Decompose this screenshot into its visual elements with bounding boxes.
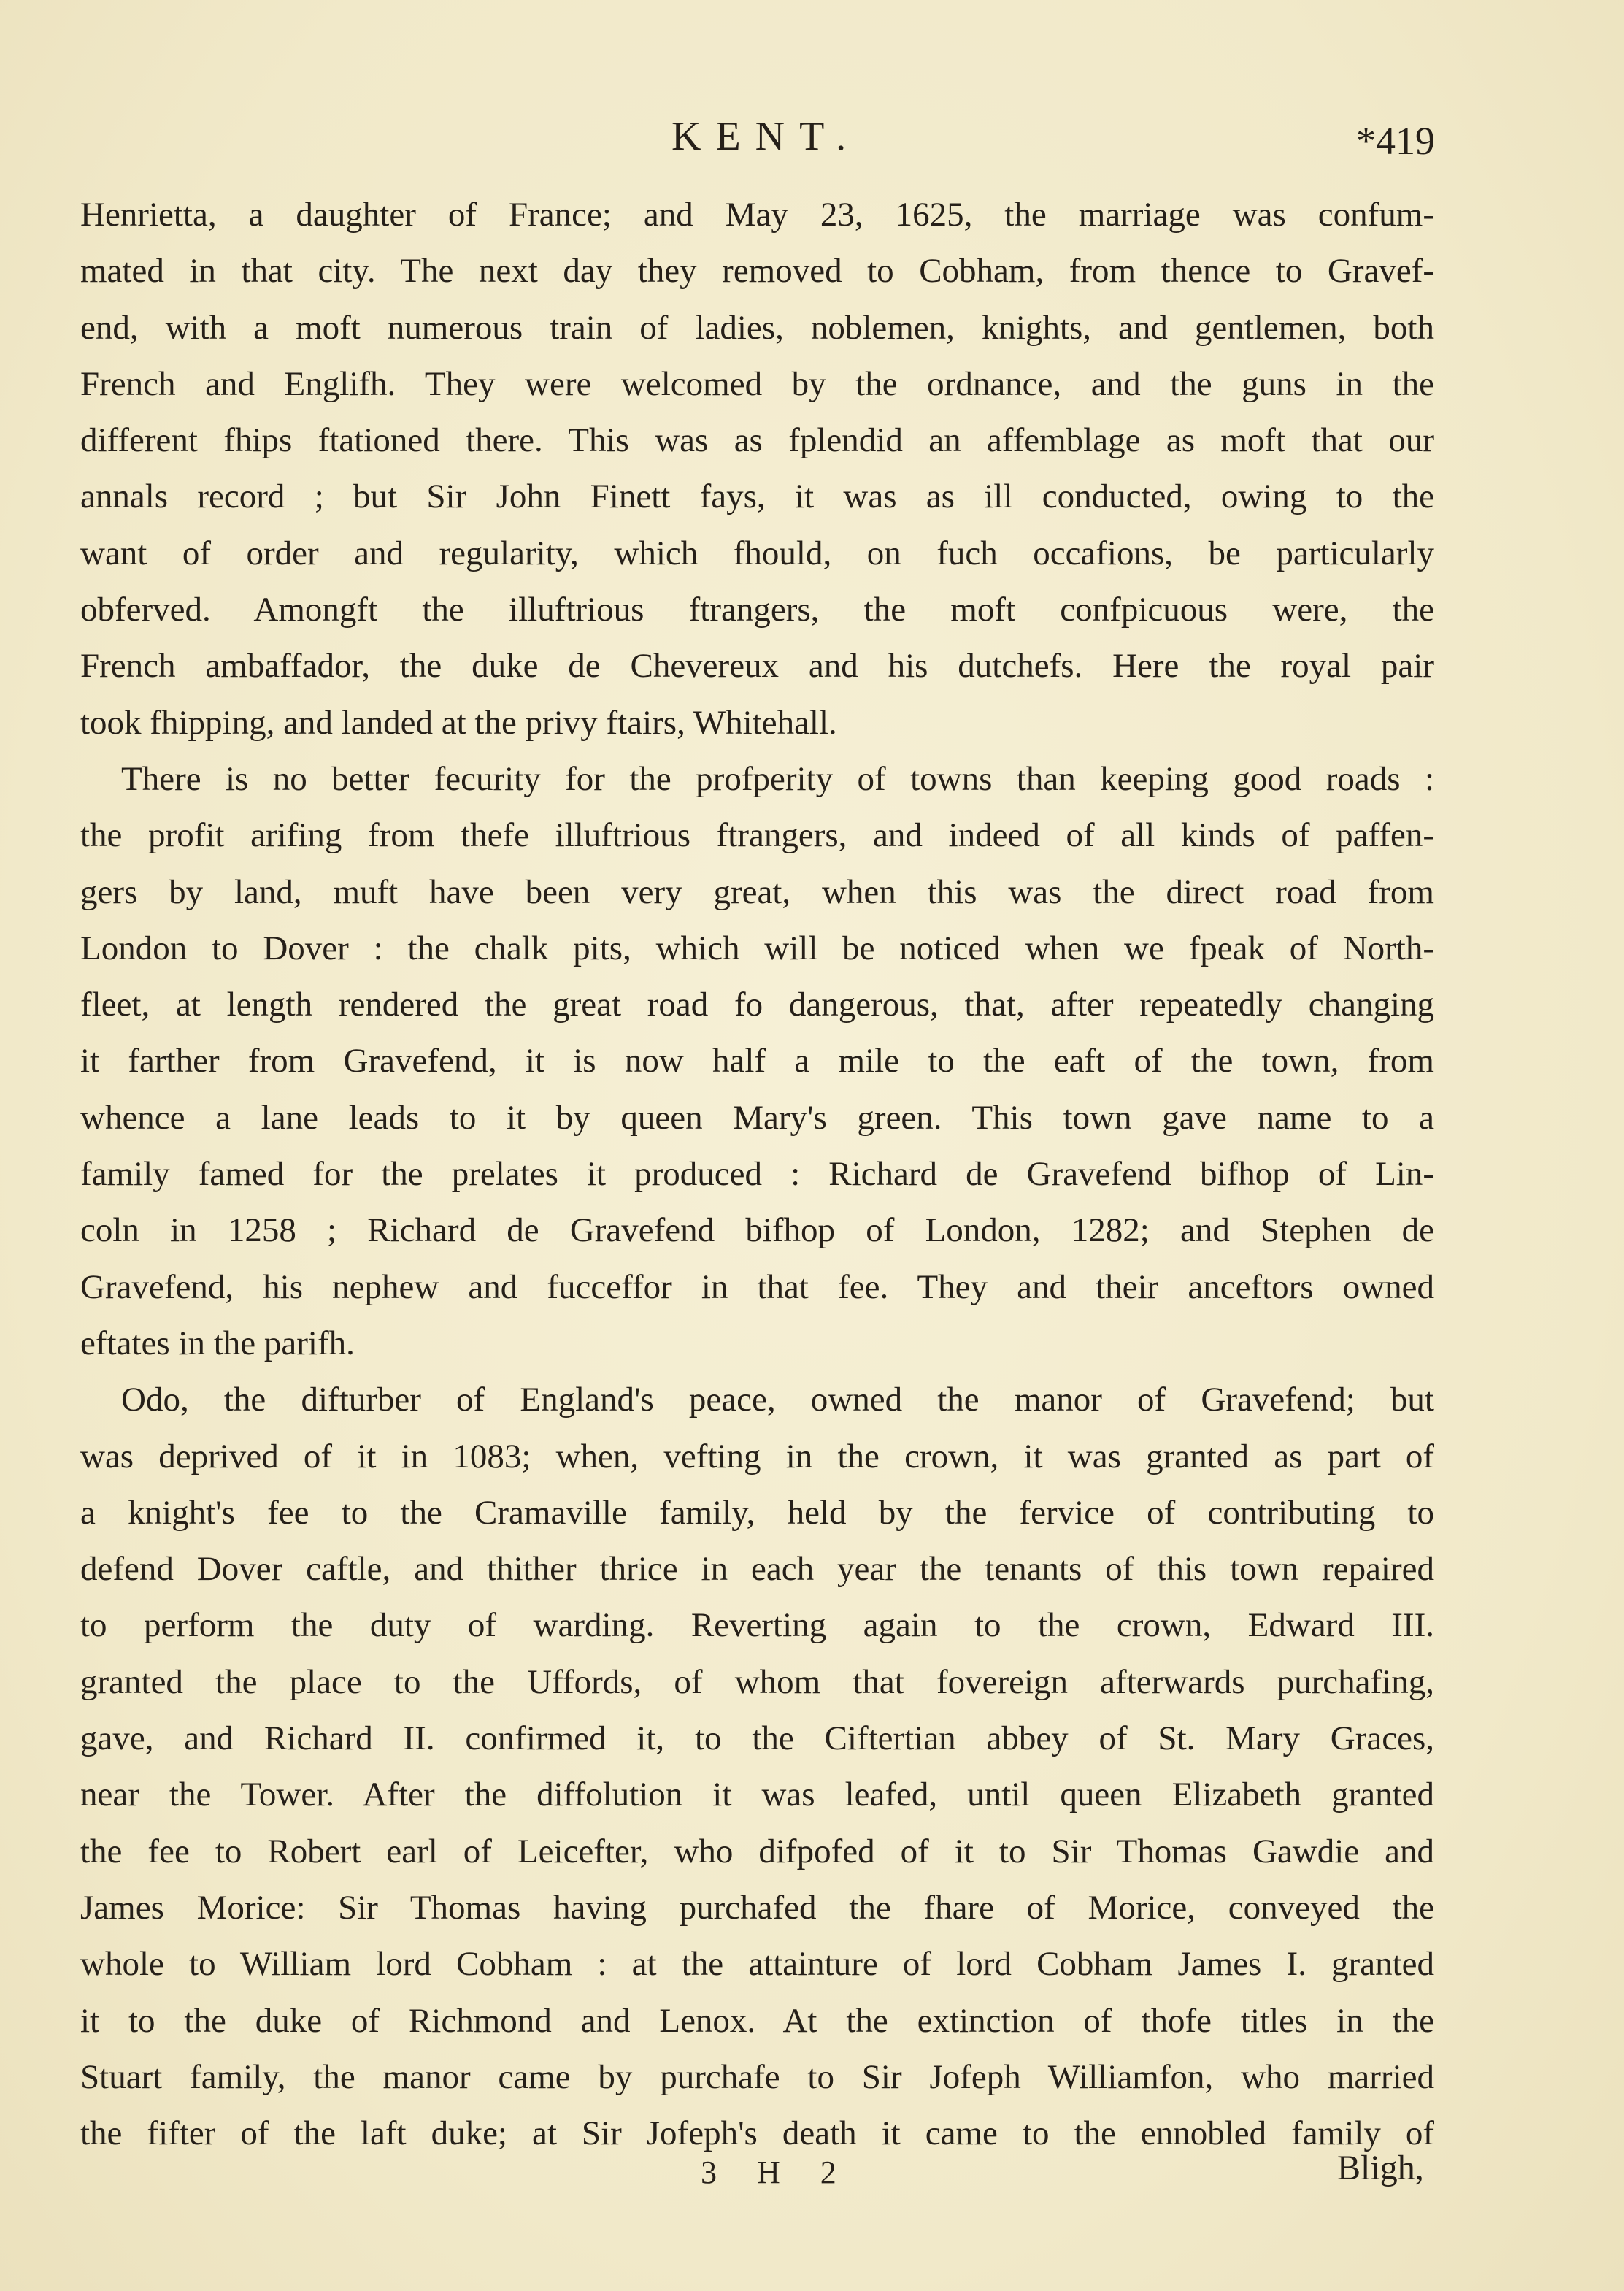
text-line: a knight's fee to the Cramaville family, held by the fervice of contributing to — [80, 1493, 1434, 1532]
text-line: it farther from Gravefend, it is now half a mile to the eaft of the town, from — [80, 1042, 1434, 1081]
text-line: Stuart family, the manor came by purchafe to Sir Jofeph Williamfon, who married — [80, 2057, 1434, 2096]
text-line: the profit arifing from thefe illuftrious ftrangers, and indeed of all kinds of paffen- — [80, 816, 1434, 855]
text-line: took fhipping, and landed at the privy ftairs, Whitehall. — [80, 703, 837, 742]
text-line: to perform the duty of warding. Reverting again to the crown, Edward III. — [80, 1606, 1434, 1645]
text-line: different fhips ftationed there. This was as fplendid an affemblage as moft that our — [80, 421, 1434, 460]
text-line: gers by land, muft have been very great, when this was the direct road from — [80, 872, 1434, 911]
text-line: London to Dover : the chalk pits, which will be noticed when we fpeak of North- — [80, 929, 1434, 967]
text-line: end, with a moft numerous train of ladies, noblemen, knights, and gentlemen, both — [80, 308, 1434, 347]
text-line: obferved. Amongft the illuftrious ftrangers, the moft confpicuous were, the — [80, 591, 1434, 629]
text-line: mated in that city. The next day they removed to Cobham, from thence to Gravef- — [80, 252, 1434, 291]
text-line: Gravefend, his nephew and fucceffor in that fee. They and their anceftors owned — [80, 1267, 1434, 1306]
catchword: Bligh, — [1337, 2149, 1424, 2187]
text-line: gave, and Richard II. confirmed it, to the Ciftertian abbey of St. Mary Graces, — [80, 1719, 1434, 1758]
text-line: French and Englifh. They were welcomed by the ordnance, and the guns in the — [80, 364, 1434, 403]
paragraph-start-line: Odo, the difturber of England's peace, owned the manor of Gravefend; but — [121, 1381, 1434, 1419]
page-number: *419 — [1356, 119, 1435, 163]
text-line: was deprived of it in 1083; when, vefting in the crown, it was granted as part of — [80, 1437, 1434, 1475]
text-line: coln in 1258 ; Richard de Gravefend bifhop of London, 1282; and Stephen de — [80, 1211, 1434, 1250]
running-head — [0, 111, 1624, 162]
text-line: the fifter of the laft duke; at Sir Jofeph's death it came to the ennobled family of — [80, 2114, 1434, 2153]
text-line: fleet, at length rendered the great road fo dangerous, that, after repeatedly changing — [80, 986, 1434, 1024]
text-line: whence a lane leads to it by queen Mary's green. This town gave name to a — [80, 1098, 1434, 1137]
text-line: Henrietta, a daughter of France; and May 23, 1625, the marriage was confum- — [80, 196, 1434, 234]
text-line: whole to William lord Cobham : at the attainture of lord Cobham James I. granted — [80, 1945, 1434, 1984]
text-line: granted the place to the Uffords, of whom that fovereign afterwards purchafing, — [80, 1662, 1434, 1701]
text-line: French ambaffador, the duke de Chevereux and his dutchefs. Here the royal pair — [80, 647, 1434, 686]
text-line: it to the duke of Richmond and Lenox. At the extinction of thofe titles in the — [80, 2001, 1434, 2040]
running-head-title: KENT. — [671, 114, 861, 159]
text-line: the fee to Robert earl of Leicefter, who difpofed of it to Sir Thomas Gawdie and — [80, 1832, 1434, 1870]
paragraph-start-line: There is no better fecurity for the profperity of towns than keeping good roads : — [121, 759, 1434, 798]
page-footer — [0, 2143, 1624, 2194]
text-line: near the Tower. After the diffolution it was leafed, until queen Elizabeth granted — [80, 1776, 1434, 1814]
text-line: defend Dover caftle, and thither thrice in each year the tenants of this town repaired — [80, 1550, 1434, 1589]
text-line: family famed for the prelates it produced : Richard de Gravefend bifhop of Lin- — [80, 1155, 1434, 1194]
body-text — [80, 187, 1434, 2162]
text-line: annals record ; but Sir John Finett fays, it was as ill conducted, owing to the — [80, 477, 1434, 516]
signature-mark: 3 H 2 — [701, 2154, 853, 2190]
text-line: want of order and regularity, which fhould, on fuch occafions, be particularly — [80, 534, 1434, 572]
text-line: eftates in the parifh. — [80, 1324, 355, 1362]
text-line: James Morice: Sir Thomas having purchafed the fhare of Morice, conveyed the — [80, 1888, 1434, 1927]
